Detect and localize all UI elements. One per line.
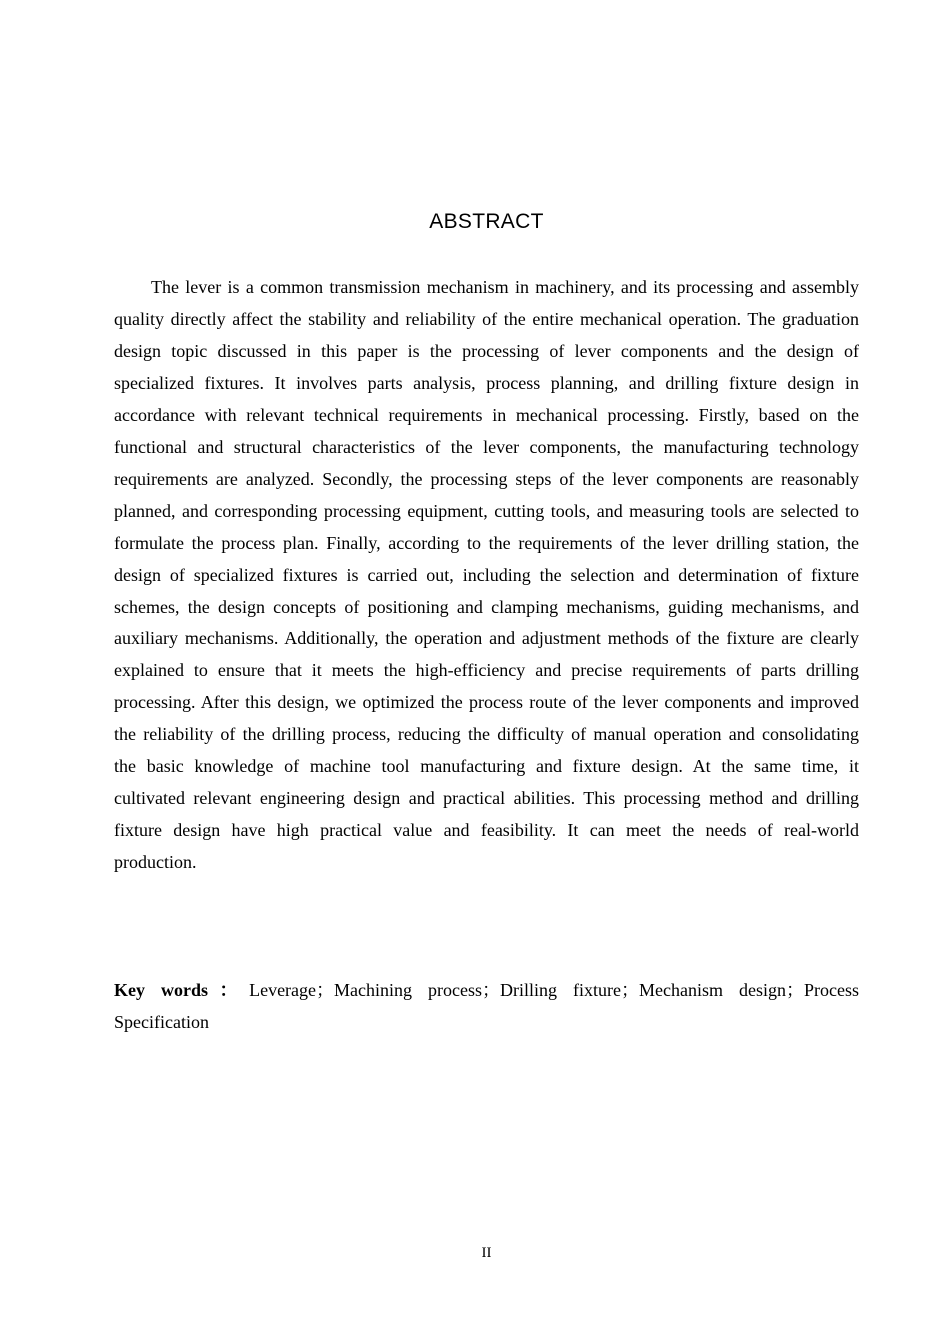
abstract-title: ABSTRACT	[429, 210, 544, 233]
keywords-list: Leverage；Machining process；Drilling fixture；Mechanism design；Process Specification	[114, 980, 860, 1032]
abstract-body: The lever is a common transmission mechanism in machinery, and its processing and assembly quality directly affect the stability and reliability of the entire mechanical operation. The graduation design topic discussed in this paper is the processing of lever components and the design of specialized fixtures. It involves parts analysis, process planning, and drilling fixture design in accordance with relevant technical requirements in mechanical processing. Firstly, based on the functional and structural characteristics of the lever components, the manufacturing technology requirements are analyzed. Secondly, the processing steps of the lever components are reasonably planned, and corresponding processing equipment, cutting tools, and measuring tools are selected to formulate the process plan. Finally, according to the requirements of the lever drilling station, the design of specialized fixtures is carried out, including the selection and determination of fixture schemes, the design concepts of positioning and clamping mechanisms, guiding mechanisms, and auxiliary mechanisms. Additionally, the operation and adjustment methods of the fixture are clearly explained to ensure that it meets the high-efficiency and precise requirements of parts drilling processing. After this design, we optimized the process route of the lever components and improved the reliability of the drilling process, reducing the difficulty of manual operation and consolidating the basic knowledge of machine tool manufacturing and fixture design. At the same time, it cultivated relevant engineering design and practical abilities. This processing method and drilling fixture design have high practical value and feasibility. It can meet the needs of real-world production.	[114, 277, 859, 873]
keywords-label: Key words：	[114, 980, 250, 1000]
keywords-paragraph	[114, 974, 859, 1038]
page-number: II	[481, 1245, 492, 1261]
